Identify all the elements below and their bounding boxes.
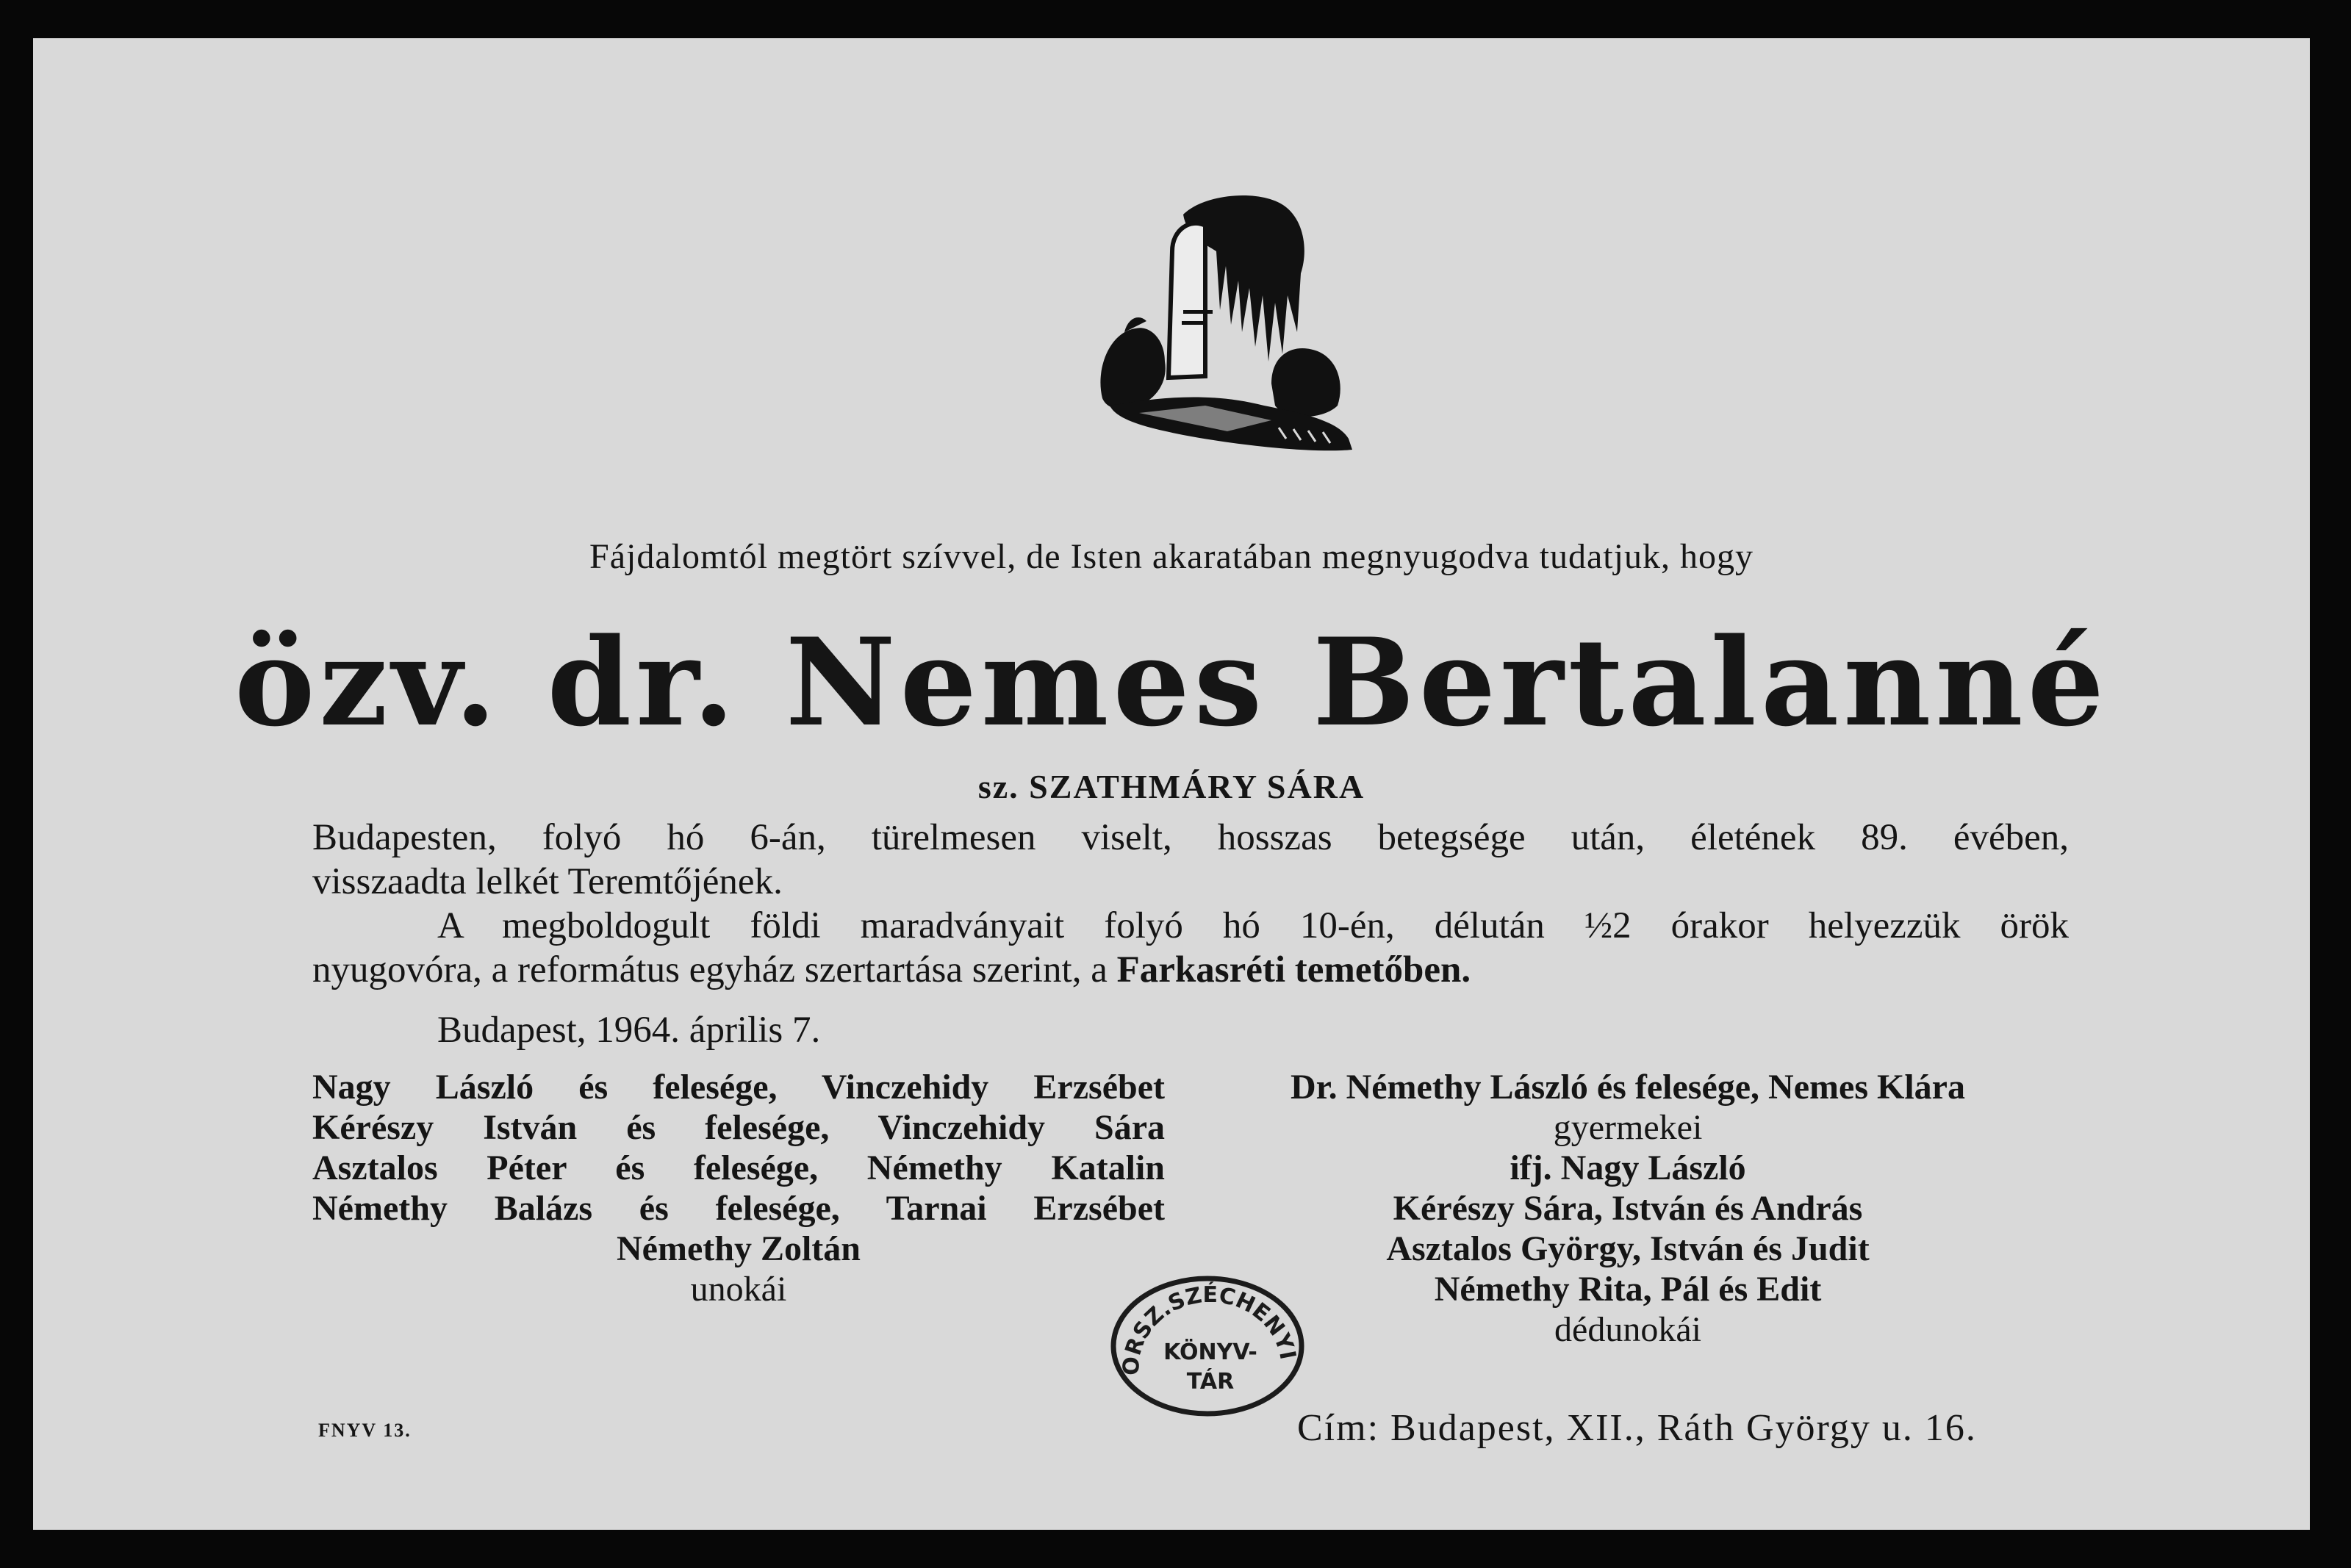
mourners-left (312, 1067, 1165, 1309)
mourner-line: Asztalos György, István és Judit (1386, 1229, 1870, 1268)
mourner-line: ifj. Nagy László (1510, 1148, 1746, 1187)
deceased-name: özv. dr. Nemes Bertalanné (234, 611, 2109, 753)
mourner-line: Némethy Zoltán (617, 1229, 861, 1268)
dateline: Budapest, 1964. április 7. (437, 1010, 821, 1051)
relation-label: gyermekei (1553, 1108, 1703, 1147)
stamp-line-2: TÁR (1186, 1369, 1235, 1395)
mourners-right (1180, 1067, 2076, 1350)
paragraph-2-line-2-text: nyugovóra, a református egyház szertartása szerint, a (312, 949, 1108, 990)
obituary-card (33, 38, 2310, 1530)
paragraph-1-line-2: visszaadta lelkét Teremtőjének. (312, 861, 783, 902)
paragraph-1-line-1: Budapesten, folyó hó 6-án, türelmesen viselt, hosszas betegsége után, életének 89. évében, (312, 817, 2069, 858)
stamp-arc-text: ORSZ.SZÉCHENYI (1119, 1282, 1301, 1376)
mourner-line: Némethy Rita, Pál és Edit (1434, 1270, 1822, 1309)
mourner-line: Dr. Némethy László és felesége, Nemes Klára (1291, 1068, 1965, 1107)
paragraph-2-line-2 (312, 948, 1471, 992)
mourner-line: Kérészy Sára, István és András (1393, 1189, 1863, 1228)
library-stamp (1106, 1273, 1308, 1420)
relation-label: dédunokái (1554, 1310, 1701, 1349)
mourner-line: Kérészy István és felesége, Vinczehidy Sára (312, 1108, 1165, 1147)
stamp-line-1: KÖNYV- (1163, 1339, 1257, 1365)
mourner-line: Nagy László és felesége, Vinczehidy Erzsébet (312, 1068, 1165, 1107)
mourner-line: Némethy Balázs és felesége, Tarnai Erzsébet (312, 1189, 1165, 1228)
relation-label: unokái (690, 1270, 787, 1309)
cemetery-name: Farkasréti temetőben. (1116, 949, 1471, 990)
intro-line: Fájdalomtól megtört szívvel, de Isten akaratában megnyugodva tudatjuk, hogy (589, 537, 1754, 576)
mourner-line: Asztalos Péter és felesége, Némethy Katalin (312, 1148, 1165, 1187)
print-code: FNYV 13. (318, 1420, 412, 1441)
gravestone-willow-icon (1095, 185, 1352, 457)
maiden-name: sz. SZATHMÁRY SÁRA (977, 768, 1365, 805)
address: Cím: Budapest, XII., Ráth György u. 16. (1297, 1407, 1977, 1449)
paragraph-2-line-1: A megboldogult földi maradványait folyó hó 10-én, délután ½2 órakor helyezzük örök (437, 905, 2069, 946)
